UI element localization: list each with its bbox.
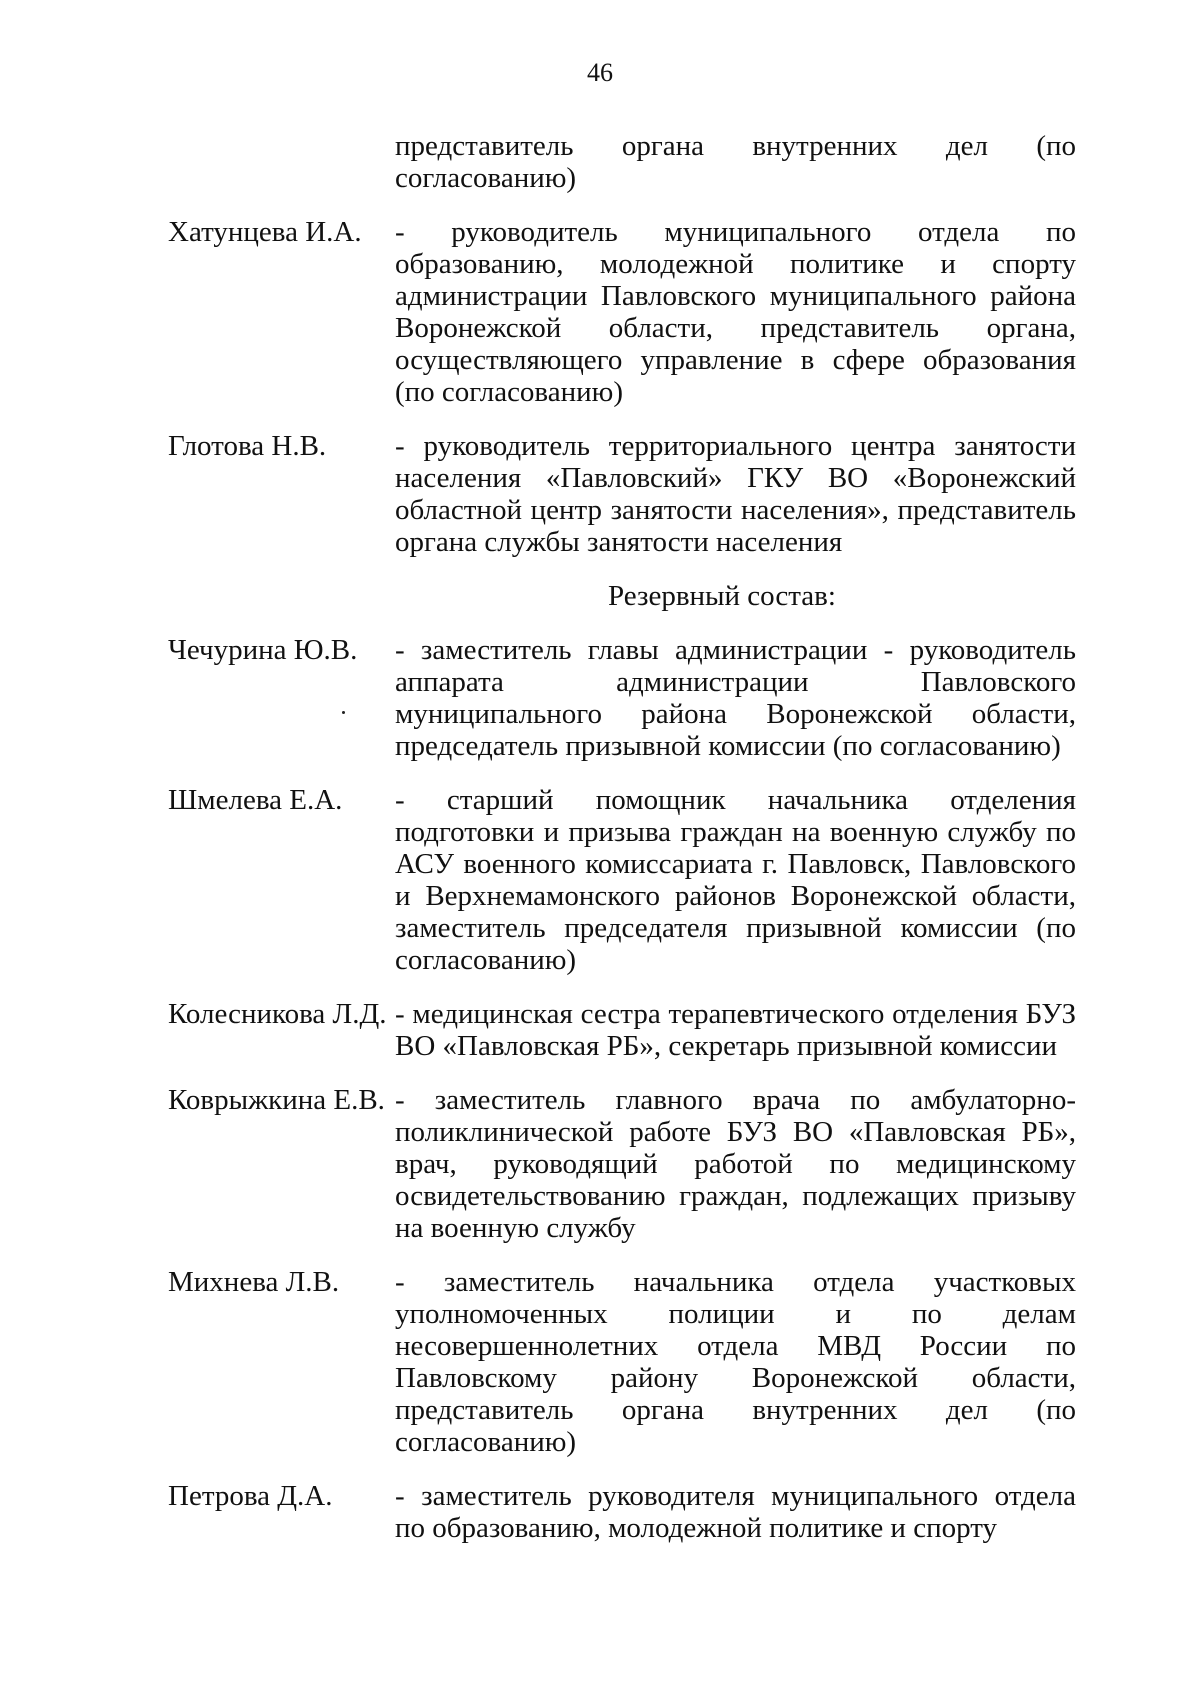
scan-speck xyxy=(342,711,345,714)
member-name: Колесникова Л.Д. xyxy=(168,998,387,1030)
commission-list xyxy=(168,130,1076,1544)
member-name: Хатунцева И.А. xyxy=(168,216,362,248)
member-description: - заместитель начальника отдела участковых уполномоченных полиции и по делам несовершеннолетних отдела МВД России по Павловскому району Воронежской области, представитель органа внутренних дел (по согласованию) xyxy=(395,1266,1076,1458)
list-entry xyxy=(168,784,1076,976)
member-description: - заместитель руководителя муниципального отдела по образованию, молодежной политике и спорту xyxy=(395,1480,1076,1544)
list-entry xyxy=(168,634,1076,762)
list-entry xyxy=(168,998,1076,1062)
list-entry xyxy=(168,430,1076,558)
reserve-heading: Резервный состав: xyxy=(608,580,836,612)
member-name: Чечурина Ю.В. xyxy=(168,634,358,666)
list-entry xyxy=(168,1266,1076,1458)
member-description: - старший помощник начальника отделения подготовки и призыва граждан на военную службу по АСУ военного комиссариата г. Павловск, Павловского и Верхнемамонского районов Воронежской области, заместитель председателя призывной комиссии (по согласованию) xyxy=(395,784,1076,976)
member-description: представитель органа внутренних дел (по согласованию) xyxy=(395,130,1076,194)
member-name: Глотова Н.В. xyxy=(168,430,327,462)
member-description: - руководитель муниципального отдела по образованию, молодежной политике и спорту администрации Павловского муниципального района Воронежской области, представитель органа, осуществляющего управление в сфере образования (по согласованию) xyxy=(395,216,1076,408)
list-entry xyxy=(168,130,1076,194)
list-entry xyxy=(168,1480,1076,1544)
page-number: 46 xyxy=(587,58,613,87)
member-description: - заместитель главы администрации - руководитель аппарата администрации Павловского муниципального района Воронежской области, председатель призывной комиссии (по согласованию) xyxy=(395,634,1076,762)
list-entry xyxy=(168,216,1076,408)
member-name: Шмелева Е.А. xyxy=(168,784,343,816)
member-description: - заместитель главного врача по амбулаторно-поликлинической работе БУЗ ВО «Павловская РБ», врач, руководящий работой по медицинскому освидетельствованию граждан, подлежащих призыву на военную службу xyxy=(395,1084,1076,1244)
member-description: - медицинская сестра терапевтического отделения БУЗ ВО «Павловская РБ», секретарь призывной комиссии xyxy=(395,998,1076,1062)
member-name: Коврыжкина Е.В. xyxy=(168,1084,385,1116)
member-description: - руководитель территориального центра занятости населения «Павловский» ГКУ ВО «Воронежский областной центр занятости населения», представитель органа службы занятости населения xyxy=(395,430,1076,558)
member-name: Петрова Д.А. xyxy=(168,1480,333,1512)
member-name: Михнева Л.В. xyxy=(168,1266,340,1298)
list-entry xyxy=(168,1084,1076,1244)
